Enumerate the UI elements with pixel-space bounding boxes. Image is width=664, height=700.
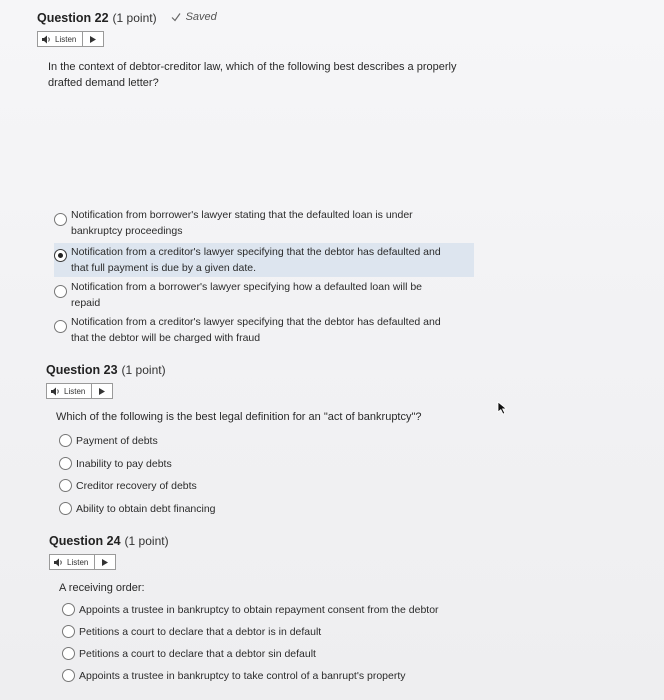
radio-button[interactable] [54, 213, 67, 226]
answer-options-24 [62, 602, 482, 684]
speaker-icon [54, 558, 64, 567]
saved-status [171, 11, 217, 23]
answer-option[interactable] [62, 646, 482, 662]
radio-button[interactable] [59, 502, 72, 515]
radio-button[interactable] [62, 625, 75, 638]
play-icon [99, 388, 105, 395]
answer-option-selected[interactable] [54, 243, 474, 277]
option-line-1: Notification from a borrower's lawyer specifying how a defaulted loan will be [71, 281, 423, 293]
question-points: (1 point) [121, 363, 166, 377]
option-label: Payment of debts [76, 435, 158, 447]
listen-button[interactable] [47, 384, 92, 398]
listen-button[interactable] [38, 32, 83, 46]
option-label: Ability to obtain debt financing [76, 502, 216, 515]
option-line-2: that full payment is due by a given date. [71, 262, 257, 274]
answer-option[interactable] [59, 433, 359, 449]
play-button[interactable] [92, 384, 112, 398]
option-label [71, 244, 441, 276]
radio-button[interactable] [62, 603, 75, 616]
question-header [37, 11, 637, 25]
radio-button[interactable] [54, 320, 67, 333]
option-label: Appoints a trustee in bankruptcy to obtain repayment consent from the debtor [79, 604, 439, 616]
answer-option[interactable] [54, 279, 474, 311]
option-line-1: Notification from a creditor's lawyer specifying that the debtor has defaulted and [71, 316, 441, 328]
answer-option[interactable] [62, 624, 482, 640]
answer-option[interactable] [62, 668, 482, 684]
option-label [71, 279, 422, 311]
listen-label: Listen [64, 386, 86, 396]
radio-button[interactable] [62, 647, 75, 660]
answer-option[interactable] [62, 602, 482, 618]
answer-options-23 [59, 433, 359, 517]
answer-option[interactable] [54, 207, 474, 239]
play-button[interactable] [95, 555, 115, 569]
radio-button-selected[interactable] [54, 249, 67, 262]
answer-option[interactable] [59, 501, 359, 517]
question-points: (1 point) [112, 11, 157, 25]
listen-label: Listen [55, 34, 77, 44]
option-label: Petitions a court to declare that a debtor sin default [79, 648, 316, 660]
mouse-cursor-icon [497, 401, 509, 415]
question-header [49, 534, 609, 548]
speaker-icon [51, 387, 61, 396]
question-title: Question 23 [46, 363, 118, 377]
question-text: Which of the following is the best legal definition for an "act of bankruptcy"? [56, 410, 422, 423]
question-text: In the context of debtor-creditor law, which of the following best describes a properly drafted demand letter? [48, 60, 457, 89]
option-label: Petitions a court to declare that a debtor is in default [79, 626, 322, 638]
option-line-2: bankruptcy proceedings [71, 225, 183, 237]
answer-option[interactable] [59, 478, 359, 494]
speaker-icon [42, 35, 52, 44]
question-23 [46, 363, 606, 425]
answer-option[interactable] [54, 314, 474, 346]
listen-label: Listen [67, 557, 89, 567]
radio-button[interactable] [59, 434, 72, 447]
radio-button[interactable] [59, 457, 72, 470]
question-24 [49, 534, 609, 596]
question-points: (1 point) [124, 534, 169, 548]
option-label [71, 314, 441, 346]
play-icon [90, 36, 96, 43]
play-button[interactable] [83, 32, 103, 46]
answer-options-22 [54, 207, 474, 346]
option-label: Inability to pay debts [76, 457, 172, 470]
question-title: Question 22 [37, 11, 109, 25]
question-22 [37, 11, 637, 91]
option-label: Appoints a trustee in bankruptcy to take control of a banrupt's property [79, 670, 406, 682]
radio-button[interactable] [54, 285, 67, 298]
question-header [46, 363, 606, 377]
check-icon [171, 12, 181, 22]
option-label: Creditor recovery of debts [76, 480, 197, 492]
option-line-2: that the debtor will be charged with fraud [71, 332, 261, 344]
option-line-1: Notification from borrower's lawyer stating that the defaulted loan is under [71, 209, 413, 221]
listen-button[interactable] [50, 555, 95, 569]
answer-option[interactable] [59, 456, 359, 472]
radio-button[interactable] [62, 669, 75, 682]
question-title: Question 24 [49, 534, 121, 548]
listen-control [49, 554, 116, 570]
listen-control [46, 383, 113, 399]
option-line-2: repaid [71, 297, 101, 309]
listen-control [37, 31, 104, 47]
play-icon [102, 559, 108, 566]
option-line-1: Notification from a creditor's lawyer specifying that the debtor has defaulted and [71, 246, 441, 258]
saved-label: Saved [185, 11, 217, 23]
question-text: A receiving order: [59, 581, 145, 594]
option-label [71, 207, 413, 239]
radio-button[interactable] [59, 479, 72, 492]
